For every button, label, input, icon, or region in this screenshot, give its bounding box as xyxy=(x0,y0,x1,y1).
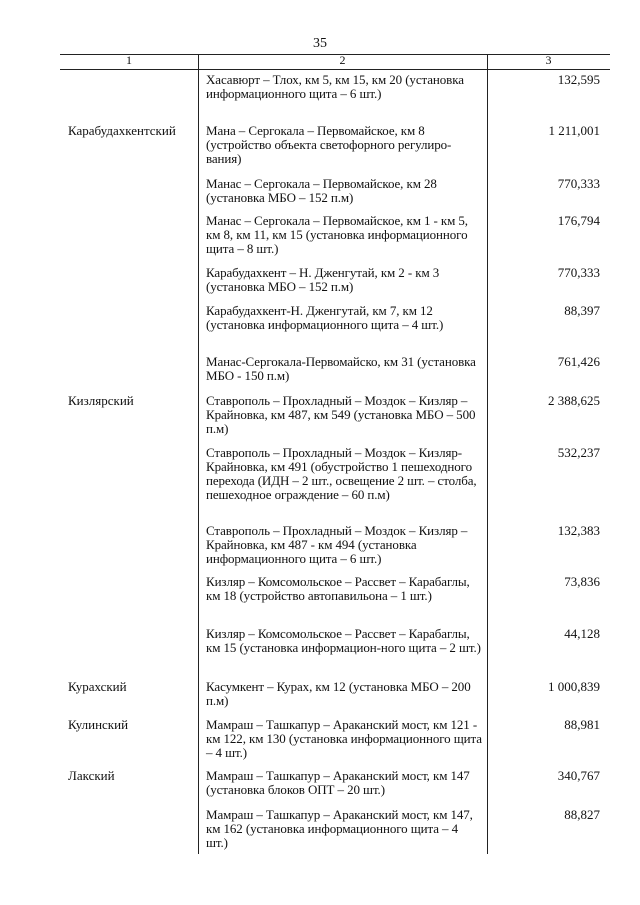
header-col-1: 1 xyxy=(126,53,132,67)
page-number: 35 xyxy=(313,36,327,51)
amount-cell: 88,397 xyxy=(564,303,600,318)
description-cell: Манас – Сергокала – Первомайское, км 1 - км 5, км 8, км 11, км 15 (установка информационного щита – 8 шт.) xyxy=(206,213,468,256)
amount-cell: 340,767 xyxy=(557,768,600,783)
amount-cell: 532,237 xyxy=(557,445,600,460)
amount-cell: 176,794 xyxy=(557,213,600,228)
description-cell: Карабудахкент – Н. Дженгутай, км 2 - км 3 (установка МБО – 152 п.м) xyxy=(206,265,440,294)
description-cell: Карабудахкент-Н. Дженгутай, км 7, км 12 (установка информационного щита – 4 шт.) xyxy=(206,303,444,332)
description-cell: Мана – Сергокала – Первомайское, км 8 (устройство объекта светофорного регулиро-вания) xyxy=(206,123,452,166)
description-cell: Ставрополь – Прохладный – Моздок – Кизляр-Крайновка, км 491 (обустройство 1 пешеходного перехода (ИДН – 2 шт., освещение 2 шт. – столба, пешеходное ограждение – 60 п.м) xyxy=(206,445,477,502)
description-cell: Касумкент – Курах, км 12 (установка МБО – 200 п.м) xyxy=(206,679,471,708)
description-cell: Кизляр – Комсомольское – Рассвет – Карабаглы, км 15 (установка информацион-ного щита – 2 шт.) xyxy=(206,626,481,655)
district-cell: Лакский xyxy=(68,768,115,783)
amount-cell: 1 000,839 xyxy=(548,679,600,694)
district-cell: Карабудахкентский xyxy=(68,123,176,138)
amount-cell: 88,981 xyxy=(564,717,600,732)
column-divider-2 xyxy=(487,54,488,854)
description-cell: Манас – Сергокала – Первомайское, км 28 (установка МБО – 152 п.м) xyxy=(206,176,437,205)
district-cell: Курахский xyxy=(68,679,127,694)
amount-cell: 73,836 xyxy=(564,574,600,589)
description-cell: Хасавюрт – Тлох, км 5, км 15, км 20 (установка информационного щита – 6 шт.) xyxy=(206,72,464,101)
amount-cell: 770,333 xyxy=(557,176,600,191)
amount-cell: 132,595 xyxy=(557,72,600,87)
header-col-3: 3 xyxy=(545,53,552,67)
column-divider-1 xyxy=(198,54,199,854)
description-cell: Мамраш – Ташкапур – Араканский мост, км 147, км 162 (установка информационного щита – 4 шт.) xyxy=(206,807,473,850)
description-cell: Ставрополь – Прохладный – Моздок – Кизляр – Крайновка, км 487, км 549 (установка МБО – 500 п.м) xyxy=(206,393,476,436)
amount-cell: 1 211,001 xyxy=(548,123,600,138)
table-header-separator xyxy=(60,69,610,70)
amount-cell: 132,383 xyxy=(557,523,600,538)
amount-cell: 770,333 xyxy=(557,265,600,280)
description-cell: Кизляр – Комсомольское – Рассвет – Карабаглы, км 18 (устройство автопавильона – 1 шт.) xyxy=(206,574,470,603)
description-cell: Ставрополь – Прохладный – Моздок – Кизляр – Крайновка, км 487 - км 494 (установка информационного щита – 6 шт.) xyxy=(206,523,468,566)
description-cell: Мамраш – Ташкапур – Араканский мост, км 121 - км 122, км 130 (установка информационного щита – 4 шт.) xyxy=(206,717,482,760)
district-cell: Кулинский xyxy=(68,717,129,732)
amount-cell: 44,128 xyxy=(564,626,600,641)
district-cell: Кизлярский xyxy=(68,393,134,408)
header-col-2: 2 xyxy=(339,53,346,67)
description-cell: Манас-Сергокала-Первомайско, км 31 (установка МБО - 150 п.м) xyxy=(206,354,476,383)
amount-cell: 761,426 xyxy=(557,354,600,369)
amount-cell: 88,827 xyxy=(564,807,600,822)
amount-cell: 2 388,625 xyxy=(548,393,600,408)
description-cell: Мамраш – Ташкапур – Араканский мост, км 147 (установка блоков ОПТ – 20 шт.) xyxy=(206,768,470,797)
